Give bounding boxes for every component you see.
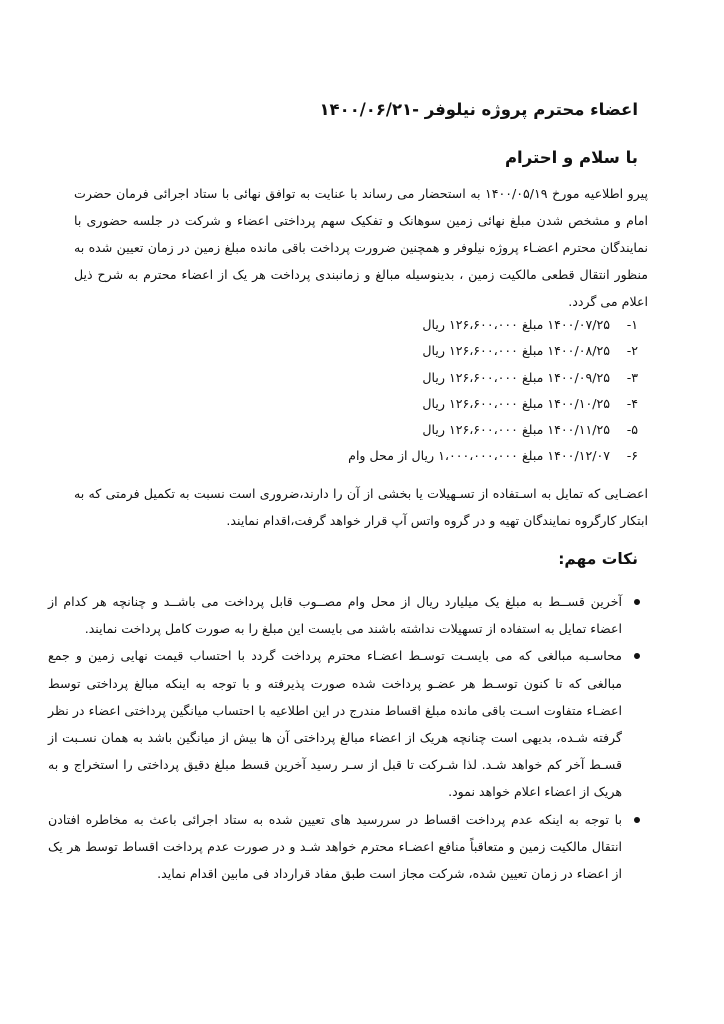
installment-item <box>348 443 638 469</box>
greeting: با سلام و احترام <box>504 148 638 167</box>
note-item <box>48 588 648 642</box>
note-text: آخرین قســط به مبلغ یک میلیارد ریال از محل وام مصــوب قابل پرداخت می باشــد و چنانچه هر کدام از اعضاء تمایل به استفاده از تسهیلات نداشته باشند می بایست این مبلغ را به صورت کامل پرداخت نمایند. <box>48 594 622 637</box>
installment-number: ۱- <box>626 317 638 332</box>
bullet-icon <box>634 599 640 605</box>
installment-item <box>348 312 638 338</box>
note-item <box>48 642 648 805</box>
note-text: محاسـبه مبالغی که می بایسـت توسـط اعضـاء محترم پرداخت گردد با احتساب قیمت نهایی زمین و جمع مبالغی که تا کنون توسـط هر عضـو پرداخت شده صورت پذیرفته و با توجه به اینکه مبالغ پرداختی توسط اعضـاء متفاوت اسـت باقی مانده مبلغ اقساط مندرج در این اطلاعیه با احتساب میانگین پرداختی اعضاء در نظر گرفته شـده، بدیهی است چنانچه هریک از اعضاء مبالغ پرداختی آن ها بیش از میانگین باشد به همان نسـبت از قسـط آخر کم خواهد شـد. لذا شـرکت تا قبل از سـر رسید آخرین قسط مبلغ دقیق پرداختی را استخراج و به هریک از اعضاء اعلام خواهد نمود. <box>48 648 622 800</box>
installment-text: ۱۴۰۰/۱۲/۰۷ مبلغ ۱،۰۰۰،۰۰۰،۰۰۰ ریال از محل وام <box>348 448 610 464</box>
installment-list <box>348 312 638 470</box>
installment-number: ۵- <box>626 422 638 438</box>
note-text: با توجه به اینکه عدم پرداخت اقساط در سررسید های تعیین شده به ستاد اجرائی باعث به مخاطره افتادن انتقال مالکیت زمین و متعاقباً منافع اعضـاء محترم خواهد شـد و در صورت عدم پرداخت اقساط توسط هر یک از اعضاء در زمان تعیین شده، شرکت مجاز است طبق مفاد قرارداد فی مابین اقدام نماید. <box>48 811 622 882</box>
installment-number: ۳- <box>626 369 638 385</box>
installment-item <box>348 365 638 391</box>
installment-item <box>348 338 638 364</box>
installment-text: ۱۴۰۰/۰۹/۲۵ مبلغ ۱۲۶،۶۰۰،۰۰۰ ریال <box>422 369 610 385</box>
installment-text: ۱۴۰۰/۱۰/۲۵ مبلغ ۱۲۶،۶۰۰،۰۰۰ ریال <box>422 395 610 411</box>
note-item <box>48 806 648 888</box>
intro-paragraph: پیرو اطلاعیه مورخ ۱۴۰۰/۰۵/۱۹ به استحضار می رساند با عنایت به توافق نهائی با ستاد اجرائی فرمان حضرت امام و مشخص شدن مبلغ نهائی زمین سوهانک و تفکیک سهم پرداختی اعضاء و شرکت در جلسه حضوری با نمایندگان محترم اعضـاء پروژه نیلوفر و همچنین ضرورت پرداخت باقی مانده مبلغ زمین در زمان تعیین شده به منظور انتقال قطعی مالکیت زمین ، بدینوسیله مبالغ و زمانبندی پرداخت هر یک از اعضاء محترم به شرح ذیل اعلام می گردد. <box>74 186 648 309</box>
loan-paragraph: اعضـایی که تمایل به اسـتفاده از تسـهیلات یا بخشی از آن را دارند،ضروری است نسبت به تکمیل فرمتی که به ابتکار کارگروه نمایندگان تهیه و در گروه واتس آپ قرار خواهد گرفت،اقدام نمایند. <box>74 486 648 528</box>
bullet-icon <box>634 653 640 659</box>
installment-text: ۱۴۰۰/۰۷/۲۵ مبلغ ۱۲۶،۶۰۰،۰۰۰ ریال <box>422 317 610 332</box>
installment-item <box>348 417 638 443</box>
installment-number: ۴- <box>626 395 638 411</box>
installment-number: ۲- <box>626 343 638 359</box>
installment-item <box>348 391 638 417</box>
installment-text: ۱۴۰۰/۰۸/۲۵ مبلغ ۱۲۶،۶۰۰،۰۰۰ ریال <box>422 343 610 359</box>
notes-heading: نکات مهم: <box>558 550 638 568</box>
document-title: اعضاء محترم پروژه نیلوفر -۱۴۰۰/۰۶/۲۱ <box>319 100 638 119</box>
installment-text: ۱۴۰۰/۱۱/۲۵ مبلغ ۱۲۶،۶۰۰،۰۰۰ ریال <box>422 422 610 438</box>
installment-number: ۶- <box>626 448 638 464</box>
notes-list <box>48 588 648 887</box>
bullet-icon <box>634 817 640 823</box>
